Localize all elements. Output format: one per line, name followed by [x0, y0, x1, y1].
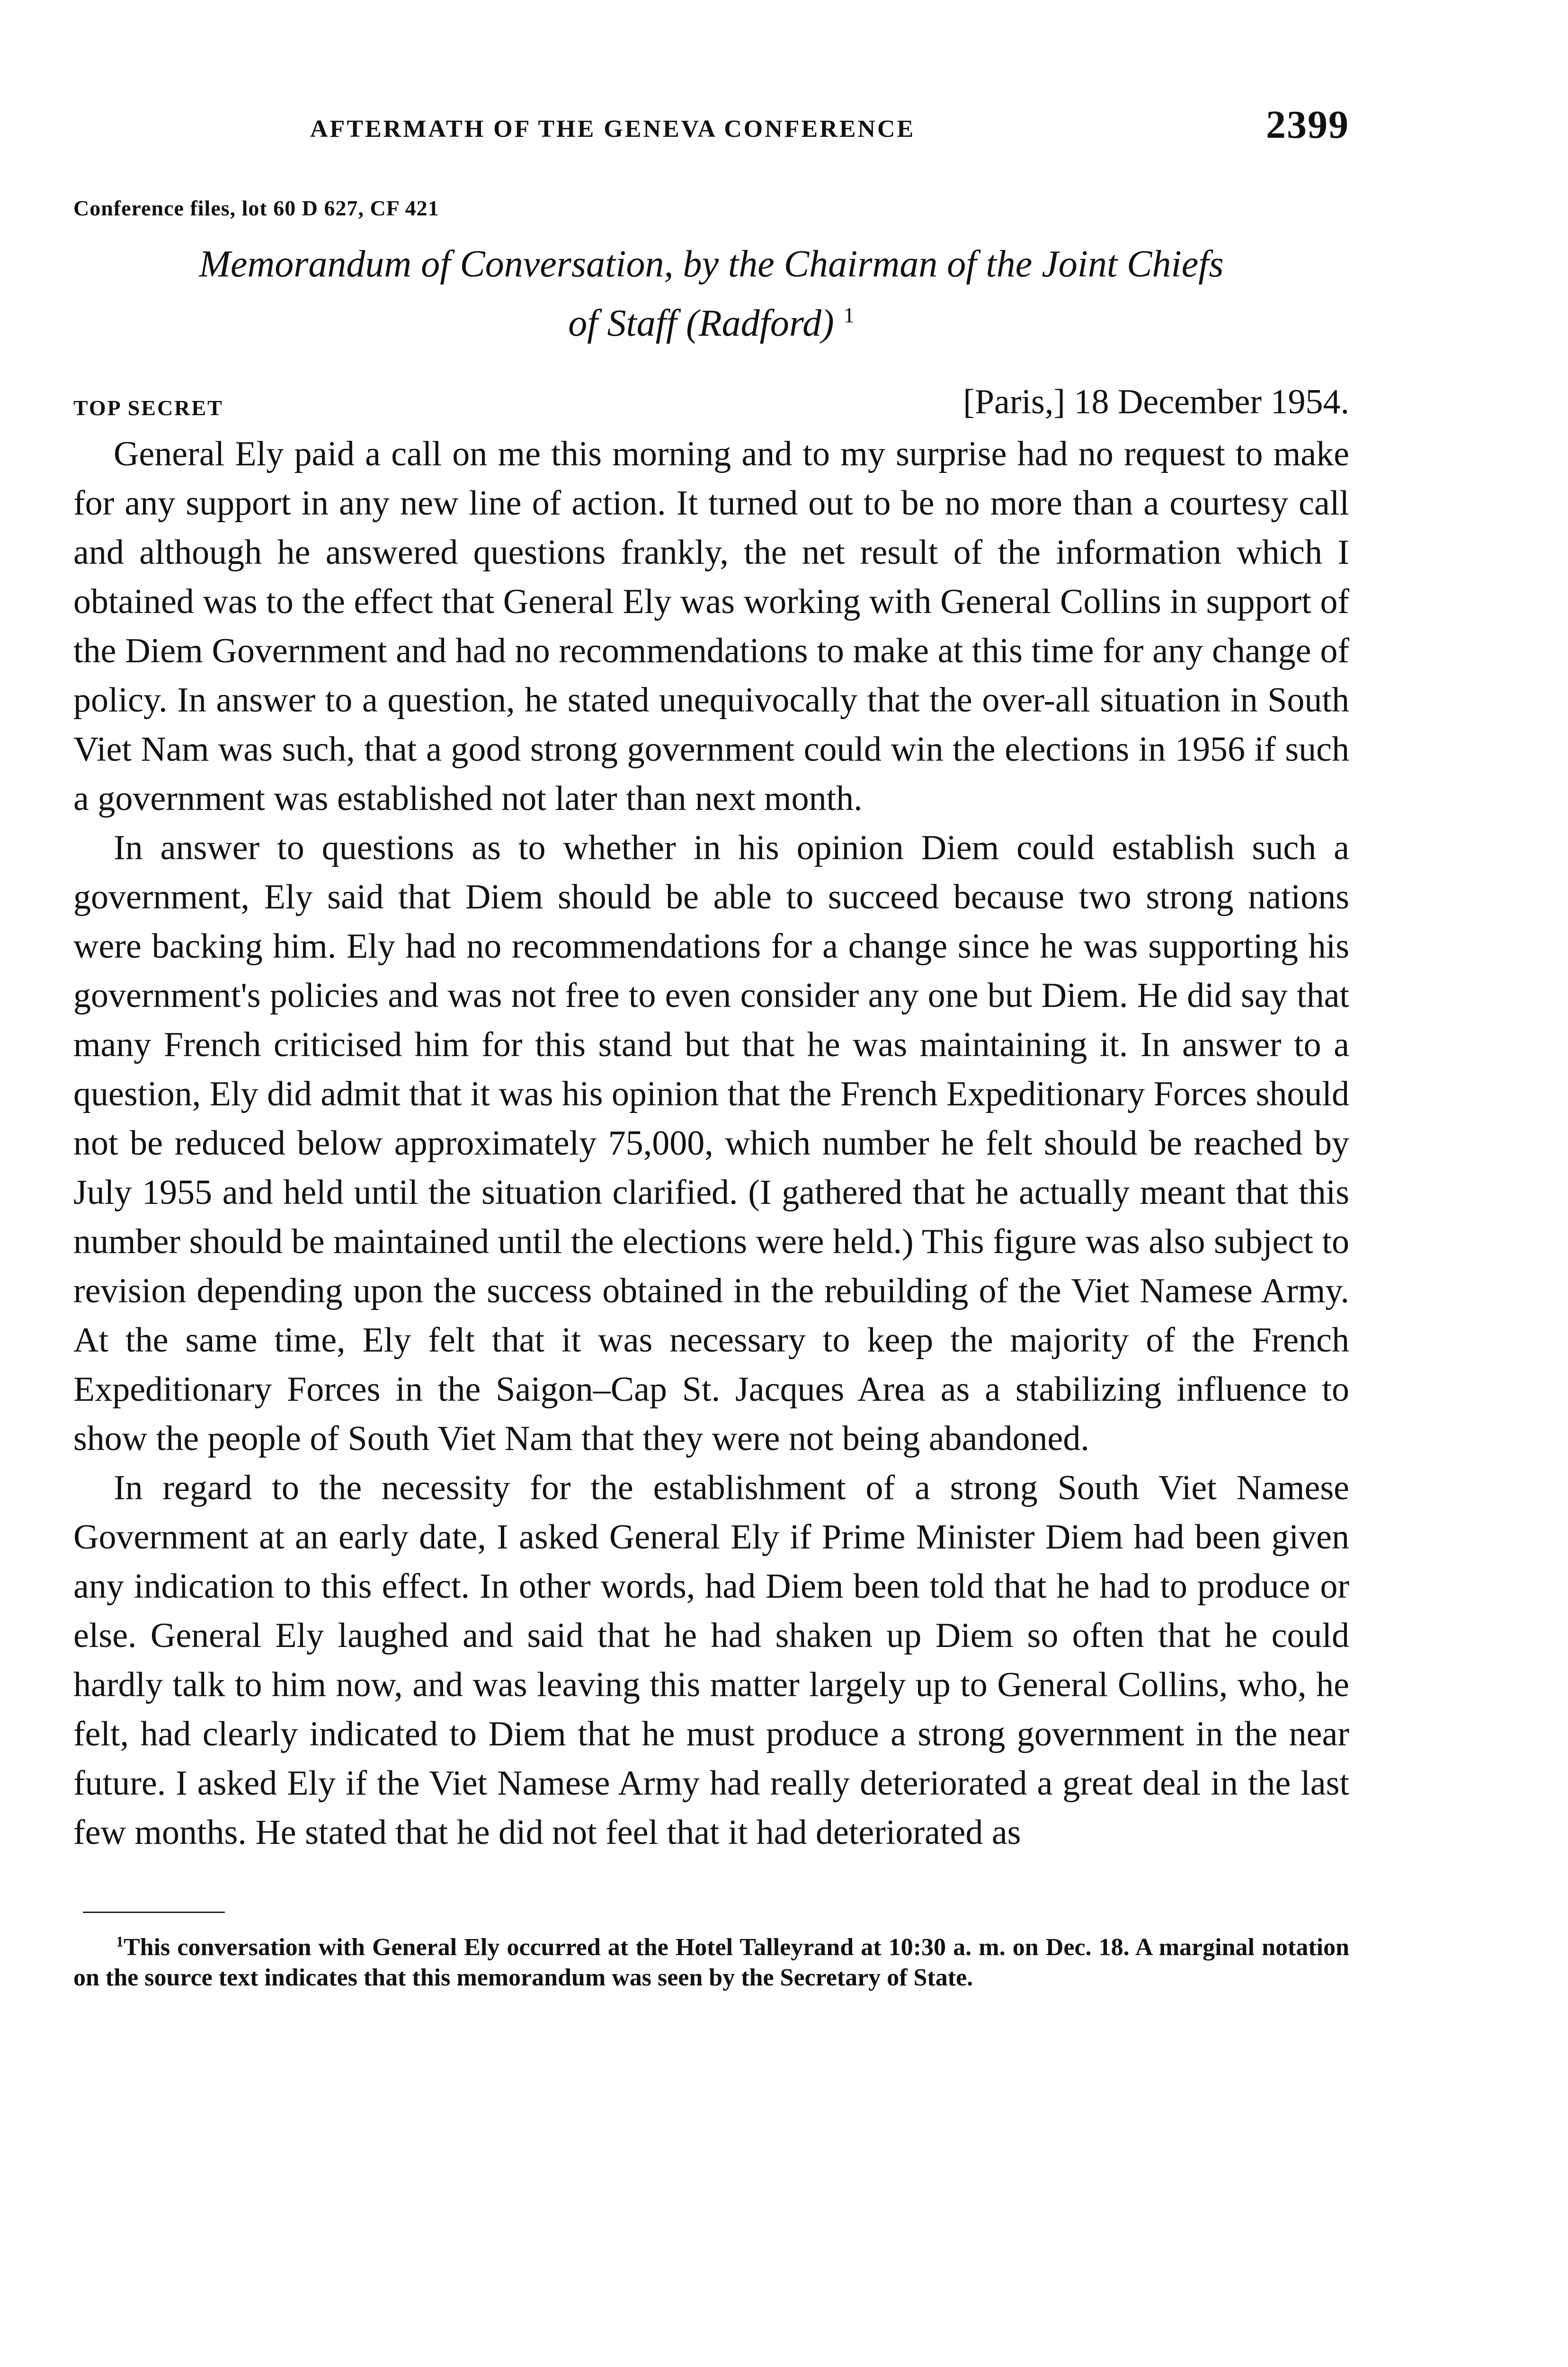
footnote-marker: 1	[116, 1933, 124, 1950]
running-title: AFTERMATH OF THE GENEVA CONFERENCE	[310, 116, 916, 142]
footnote	[73, 1926, 1349, 1993]
page-number: 2399	[1266, 103, 1349, 147]
running-header	[73, 102, 1349, 154]
paragraph-2: In answer to questions as to whether in his opinion Diem could establish such a government, Ely said that Diem should be able to succeed because two strong nations were backing him. Ely had no recommendations for a change since he was supporting his government's policies and was not free to even consider any one but Diem. He did say that many French criticised him for this stand but that he was maintaining it. In answer to a question, Ely did admit that it was his opinion that the French Expeditionary Forces should not be reduced below approximately 75,000, which number he felt should be reached by July 1955 and held until the situation clarified. (I gathered that he actually meant that this number should be maintained until the elections were held.) This figure was also subject to revision depending upon the success obtained in the rebuilding of the Viet Namese Army. At the same time, Ely felt that it was necessary to keep the majority of the French Expeditionary Forces in the Saigon–Cap St. Jacques Area as a stabilizing influence to show the people of South Viet Nam that they were not being abandoned.	[73, 828, 1349, 1458]
title-line-2-text: of Staff (Radford)	[568, 303, 834, 344]
title-footnote-ref[interactable]: 1	[843, 303, 855, 327]
paragraph-1: General Ely paid a call on me this morning and to my surprise had no request to make for any support in any new line of action. It turned out to be no more than a courtesy call and although he answered questions frankly, the net result of the information which I obtained was to the effect that General Ely was working with General Collins in support of the Diem Government and had no recommendations to make at this time for any change of policy. In answer to a question, he stated unequivocally that the over-all situation in South Viet Nam was such, that a good strong government could win the elections in 1956 if such a government was established not later than next month.	[73, 435, 1349, 818]
dateline	[73, 382, 1349, 429]
date-place: [Paris,] 18 December 1954.	[963, 383, 1349, 421]
document-title	[73, 239, 1349, 349]
source-citation: Conference files, lot 60 D 627, CF 421	[73, 196, 439, 220]
document-page	[73, 102, 1349, 1993]
memorandum-body	[73, 429, 1349, 1857]
paragraph-3: In regard to the necessity for the establishment of a strong South Viet Namese Government at an early date, I asked General Ely if Prime Minister Diem had been given any indication to this effect. In other words, had Diem been told that he had to produce or else. General Ely laughed and said that he had shaken up Diem so often that he could hardly talk to him now, and was leaving this matter largely up to General Collins, who, he felt, had clearly indicated to Diem that he must produce a strong government in the near future. I asked Ely if the Viet Namese Army had really deteriorated a great deal in the last few months. He stated that he did not feel that it had deteriorated as	[73, 1468, 1349, 1852]
title-line-1: Memorandum of Conversation, by the Chairman of the Joint Chiefs	[199, 243, 1224, 285]
classification-marking: TOP SECRET	[73, 396, 223, 420]
footnote-text: This conversation with General Ely occurred at the Hotel Talleyrand at 10:30 a. m. on Dec. 18. A marginal notation on the source text indicates that this memorandum was seen by the Secretary of State.	[73, 1934, 1349, 1991]
title-line-2	[73, 290, 1349, 349]
footnote-divider	[83, 1912, 225, 1913]
